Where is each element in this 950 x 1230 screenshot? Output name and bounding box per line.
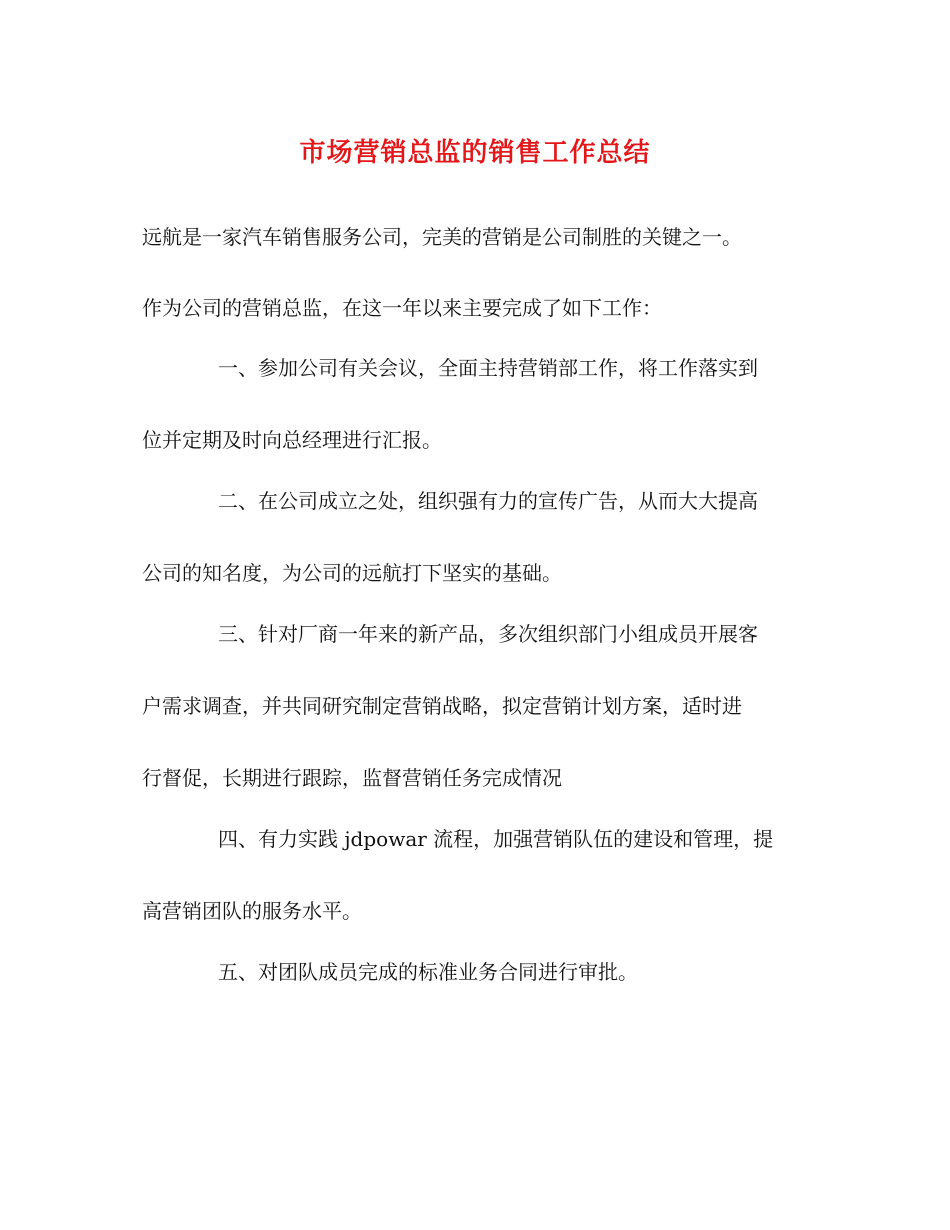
paragraph-line: 高营销团队的服务水平。 bbox=[142, 899, 362, 923]
paragraph-line: 三、针对厂商一年来的新产品，多次组织部门小组成员开展客 bbox=[218, 622, 758, 646]
paragraph-line: 二、在公司成立之处，组织强有力的宣传广告，从而大大提高 bbox=[218, 489, 758, 513]
paragraph-line: 远航是一家汽车销售服务公司，完美的营销是公司制胜的关键之一。 bbox=[142, 225, 742, 249]
paragraph-line: 作为公司的营销总监，在这一年以来主要完成了如下工作： bbox=[142, 296, 662, 320]
paragraph-line: 四、有力实践 jdpowar 流程，加强营销队伍的建设和管理，提 bbox=[218, 827, 774, 851]
paragraph-line: 公司的知名度，为公司的远航打下坚实的基础。 bbox=[142, 561, 562, 585]
document-title: 市场营销总监的销售工作总结 bbox=[299, 138, 651, 168]
paragraph-line: 一、参加公司有关会议，全面主持营销部工作，将工作落实到 bbox=[218, 356, 758, 380]
paragraph-line: 五、对团队成员完成的标准业务合同进行审批。 bbox=[218, 960, 638, 984]
paragraph-line: 户需求调查，并共同研究制定营销战略，拟定营销计划方案，适时进 bbox=[142, 694, 742, 718]
paragraph-line: 位并定期及时向总经理进行汇报。 bbox=[142, 428, 442, 452]
paragraph-line: 行督促，长期进行跟踪，监督营销任务完成情况 bbox=[142, 766, 562, 790]
